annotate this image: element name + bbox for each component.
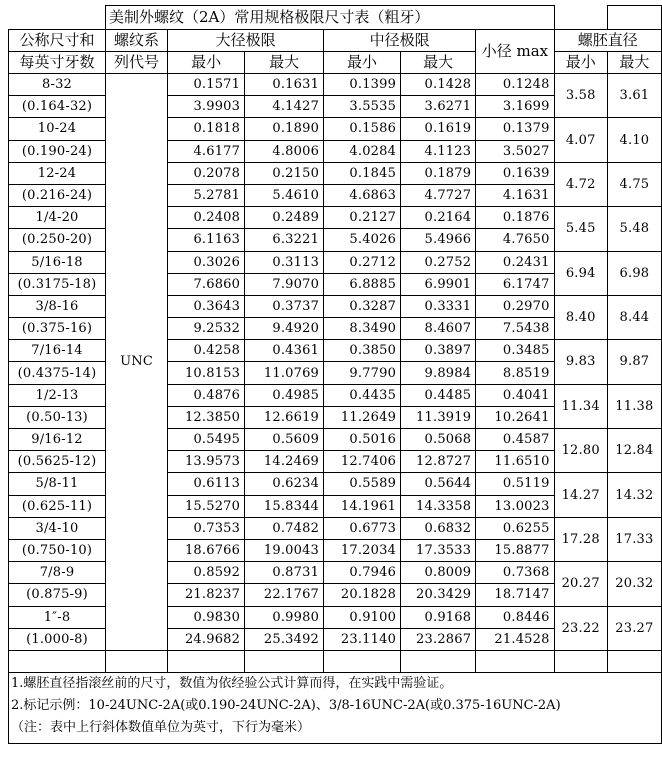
pitch-max-inch: 0.5068 [401,429,476,451]
blank-min: 4.07 [554,118,607,162]
major-min-mm: 4.6177 [168,140,245,162]
blank-min: 4.72 [554,162,607,206]
pitch-max-mm: 14.3358 [401,495,476,517]
pitch-max-inch: 0.2164 [401,207,476,229]
size-designation: 5/16-18 [9,251,106,273]
blank-min: 23.22 [554,606,607,650]
major-min-mm: 13.9573 [168,451,245,473]
empty-cell [607,650,661,672]
size-designation: 7/8-9 [9,562,106,584]
pitch-max-inch: 0.1879 [401,162,476,184]
size-designation-decimal: (0.190-24) [9,140,106,162]
pitch-min-mm: 9.7790 [324,362,401,384]
major-min-inch: 0.9830 [168,606,245,628]
pitch-max-inch: 0.8009 [401,562,476,584]
major-max-inch: 0.4361 [245,340,324,362]
pitch-max-mm: 9.8984 [401,362,476,384]
major-max-mm: 7.9070 [245,273,324,295]
notes-cell [9,672,662,743]
note-line: （注：表中上行斜体数值单位为英寸，下行为毫米） [11,719,311,735]
size-designation: 5/8-11 [9,473,106,495]
major-min-inch: 0.2408 [168,207,245,229]
minor-max-inch: 0.2431 [476,251,554,273]
major-min-inch: 0.6113 [168,473,245,495]
blank-min: 12.80 [554,429,607,473]
blank-max: 3.61 [607,74,661,118]
major-min-inch: 0.2078 [168,162,245,184]
size-designation: 3/4-10 [9,517,106,539]
minor-max-mm: 3.1699 [476,96,554,118]
minor-max-inch: 0.4587 [476,429,554,451]
pitch-min-inch: 0.6773 [324,517,401,539]
major-max-mm: 4.8006 [245,140,324,162]
pitch-min-inch: 0.2712 [324,251,401,273]
major-max-mm: 4.1427 [245,96,324,118]
minor-max-inch: 0.1639 [476,162,554,184]
major-max-inch: 0.2150 [245,162,324,184]
size-designation: 8-32 [9,74,106,96]
minor-max-mm: 21.4528 [476,628,554,650]
major-min-mm: 15.5270 [168,495,245,517]
major-min-mm: 9.2532 [168,318,245,340]
empty-cell [106,650,168,672]
corner-blank [9,6,106,30]
blank-min: 20.27 [554,562,607,606]
size-designation-decimal: (0.5625-12) [9,451,106,473]
blank-max: 4.75 [607,162,661,206]
blank-max: 9.87 [607,340,661,384]
major-min-mm: 3.9903 [168,96,245,118]
blank-max: 4.10 [607,118,661,162]
minor-max-inch: 0.1876 [476,207,554,229]
major-max-inch: 0.4985 [245,384,324,406]
header-blank-diameter: 螺胚直径 [554,30,661,52]
pitch-min-inch: 0.4435 [324,384,401,406]
blank-max: 23.27 [607,606,661,650]
header-pitch-diameter: 中径极限 [324,30,476,52]
minor-max-inch: 0.1248 [476,74,554,96]
title-gap [554,6,607,30]
major-max-inch: 0.7482 [245,517,324,539]
pitch-min-mm: 12.7406 [324,451,401,473]
blank-min: 17.28 [554,517,607,561]
major-max-mm: 14.2469 [245,451,324,473]
major-min-inch: 0.1571 [168,74,245,96]
major-min-mm: 10.8153 [168,362,245,384]
header-size-line2: 每英寸牙数 [9,52,106,74]
header-pitch-min: 最小 [324,52,401,74]
pitch-min-mm: 11.2649 [324,406,401,428]
empty-row [9,650,662,672]
pitch-max-inch: 0.1619 [401,118,476,140]
size-designation: 1/4-20 [9,207,106,229]
minor-max-mm: 3.5027 [476,140,554,162]
minor-max-mm: 10.2641 [476,406,554,428]
size-designation: 3/8-16 [9,295,106,317]
major-min-inch: 0.3643 [168,295,245,317]
pitch-max-mm: 3.6271 [401,96,476,118]
pitch-max-mm: 23.2867 [401,628,476,650]
minor-max-mm: 7.5438 [476,318,554,340]
pitch-min-inch: 0.3850 [324,340,401,362]
size-designation: 10-24 [9,118,106,140]
major-min-inch: 0.8592 [168,562,245,584]
header-major-max: 最大 [245,52,324,74]
minor-max-inch: 0.6255 [476,517,554,539]
size-designation-decimal: (0.216-24) [9,184,106,206]
empty-cell [9,650,106,672]
pitch-min-inch: 0.9100 [324,606,401,628]
pitch-min-inch: 0.5016 [324,429,401,451]
major-max-mm: 6.3221 [245,229,324,251]
size-designation-decimal: (0.750-10) [9,539,106,561]
blank-min: 14.27 [554,473,607,517]
thread-limits-table [8,5,662,744]
size-designation-decimal: (0.164-32) [9,96,106,118]
pitch-min-inch: 0.5589 [324,473,401,495]
header-series-line2: 列代号 [106,52,168,74]
notes-row [9,672,662,743]
table-row-inch [9,74,662,96]
pitch-min-inch: 0.3287 [324,295,401,317]
major-min-inch: 0.4258 [168,340,245,362]
header-size-line1: 公称尺寸和 [9,30,106,52]
minor-max-mm: 18.7147 [476,584,554,606]
major-max-mm: 11.0769 [245,362,324,384]
minor-max-inch: 0.3485 [476,340,554,362]
pitch-max-inch: 0.4485 [401,384,476,406]
pitch-min-mm: 4.0284 [324,140,401,162]
blank-max: 20.32 [607,562,661,606]
minor-max-inch: 0.2970 [476,295,554,317]
pitch-max-mm: 11.3919 [401,406,476,428]
empty-cell [324,650,401,672]
pitch-min-mm: 5.4026 [324,229,401,251]
major-max-mm: 15.8344 [245,495,324,517]
table-title: 美制外螺纹（2A）常用规格极限尺寸表（粗牙） [106,6,555,30]
major-min-mm: 7.6860 [168,273,245,295]
major-max-inch: 0.8731 [245,562,324,584]
empty-cell [245,650,324,672]
pitch-max-inch: 0.3331 [401,295,476,317]
blank-max: 6.98 [607,251,661,295]
blank-max: 12.84 [607,429,661,473]
major-min-mm: 5.2781 [168,184,245,206]
empty-cell [168,650,245,672]
major-max-mm: 12.6619 [245,406,324,428]
minor-max-mm: 13.0023 [476,495,554,517]
major-min-inch: 0.5495 [168,429,245,451]
blank-max: 8.44 [607,295,661,339]
note-line: 1.螺胚直径指滚丝前的尺寸，数值为依经验公式计算而得，在实践中需验证。 [11,675,453,691]
pitch-min-mm: 23.1140 [324,628,401,650]
size-designation-decimal: (0.625-11) [9,495,106,517]
header-major-diameter: 大径极限 [168,30,324,52]
pitch-max-mm: 6.9901 [401,273,476,295]
major-min-inch: 0.3026 [168,251,245,273]
major-max-inch: 0.1631 [245,74,324,96]
note-line: 2.标记示例：10-24UNC-2A(或0.190-24UNC-2A)、3/8-16UNC-2A(或0.375-16UNC-2A) [11,697,561,713]
major-max-inch: 0.3737 [245,295,324,317]
empty-cell [554,650,607,672]
size-designation-decimal: (0.875-9) [9,584,106,606]
major-max-inch: 0.2489 [245,207,324,229]
pitch-max-mm: 17.3533 [401,539,476,561]
size-designation: 1/2-13 [9,384,106,406]
blank-min: 8.40 [554,295,607,339]
minor-max-mm: 4.7650 [476,229,554,251]
pitch-min-inch: 0.1399 [324,74,401,96]
pitch-max-mm: 4.7727 [401,184,476,206]
blank-max: 17.33 [607,517,661,561]
pitch-max-inch: 0.5644 [401,473,476,495]
pitch-max-inch: 0.9168 [401,606,476,628]
blank-min: 9.83 [554,340,607,384]
header-major-min: 最小 [168,52,245,74]
header-minor-diameter: 小径 max [476,30,554,74]
major-min-inch: 0.7353 [168,517,245,539]
header-blank-max: 最大 [607,52,661,74]
minor-max-inch: 0.7368 [476,562,554,584]
empty-cell [401,650,476,672]
pitch-max-inch: 0.1428 [401,74,476,96]
pitch-max-inch: 0.6832 [401,517,476,539]
size-designation: 1″-8 [9,606,106,628]
major-min-inch: 0.1818 [168,118,245,140]
size-designation: 7/16-14 [9,340,106,362]
minor-max-mm: 4.1631 [476,184,554,206]
blank-min: 6.94 [554,251,607,295]
major-max-inch: 0.1890 [245,118,324,140]
series-code: UNC [106,74,168,651]
empty-cell [476,650,554,672]
minor-max-mm: 6.1747 [476,273,554,295]
size-designation-decimal: (0.4375-14) [9,362,106,384]
major-max-inch: 0.9980 [245,606,324,628]
size-designation-decimal: (0.50-13) [9,406,106,428]
pitch-min-mm: 20.1828 [324,584,401,606]
pitch-min-mm: 6.8885 [324,273,401,295]
major-min-mm: 21.8237 [168,584,245,606]
pitch-max-mm: 5.4966 [401,229,476,251]
blank-max: 11.38 [607,384,661,428]
major-min-inch: 0.4876 [168,384,245,406]
pitch-min-mm: 8.3490 [324,318,401,340]
pitch-max-inch: 0.2752 [401,251,476,273]
pitch-min-mm: 17.2034 [324,539,401,561]
pitch-max-mm: 4.1123 [401,140,476,162]
major-max-mm: 25.3492 [245,628,324,650]
major-min-mm: 18.6766 [168,539,245,561]
major-max-mm: 9.4920 [245,318,324,340]
size-designation-decimal: (1.000-8) [9,628,106,650]
blank-min: 11.34 [554,384,607,428]
size-designation-decimal: (0.375-16) [9,318,106,340]
major-max-mm: 5.4610 [245,184,324,206]
major-max-mm: 19.0043 [245,539,324,561]
pitch-min-inch: 0.7946 [324,562,401,584]
pitch-max-mm: 20.3429 [401,584,476,606]
pitch-min-mm: 14.1961 [324,495,401,517]
header-blank-min: 最小 [554,52,607,74]
pitch-max-inch: 0.3897 [401,340,476,362]
header-series-line1: 螺纹系 [106,30,168,52]
major-min-mm: 12.3850 [168,406,245,428]
minor-max-mm: 15.8877 [476,539,554,561]
major-max-inch: 0.5609 [245,429,324,451]
blank-max: 5.48 [607,207,661,251]
pitch-min-inch: 0.2127 [324,207,401,229]
pitch-max-mm: 8.4607 [401,318,476,340]
blank-min: 3.58 [554,74,607,118]
title-right-cell [607,6,661,30]
major-max-inch: 0.6234 [245,473,324,495]
pitch-min-inch: 0.1845 [324,162,401,184]
size-designation-decimal: (0.250-20) [9,229,106,251]
blank-min: 5.45 [554,207,607,251]
pitch-min-mm: 4.6863 [324,184,401,206]
pitch-min-mm: 3.5535 [324,96,401,118]
minor-max-mm: 8.8519 [476,362,554,384]
minor-max-mm: 11.6510 [476,451,554,473]
minor-max-inch: 0.8446 [476,606,554,628]
major-min-mm: 6.1163 [168,229,245,251]
size-designation-decimal: (0.3175-18) [9,273,106,295]
minor-max-inch: 0.1379 [476,118,554,140]
major-min-mm: 24.9682 [168,628,245,650]
header-pitch-max: 最大 [401,52,476,74]
pitch-min-inch: 0.1586 [324,118,401,140]
major-max-inch: 0.3113 [245,251,324,273]
pitch-max-mm: 12.8727 [401,451,476,473]
minor-max-inch: 0.4041 [476,384,554,406]
minor-max-inch: 0.5119 [476,473,554,495]
blank-max: 14.32 [607,473,661,517]
size-designation: 12-24 [9,162,106,184]
major-max-mm: 22.1767 [245,584,324,606]
size-designation: 9/16-12 [9,429,106,451]
